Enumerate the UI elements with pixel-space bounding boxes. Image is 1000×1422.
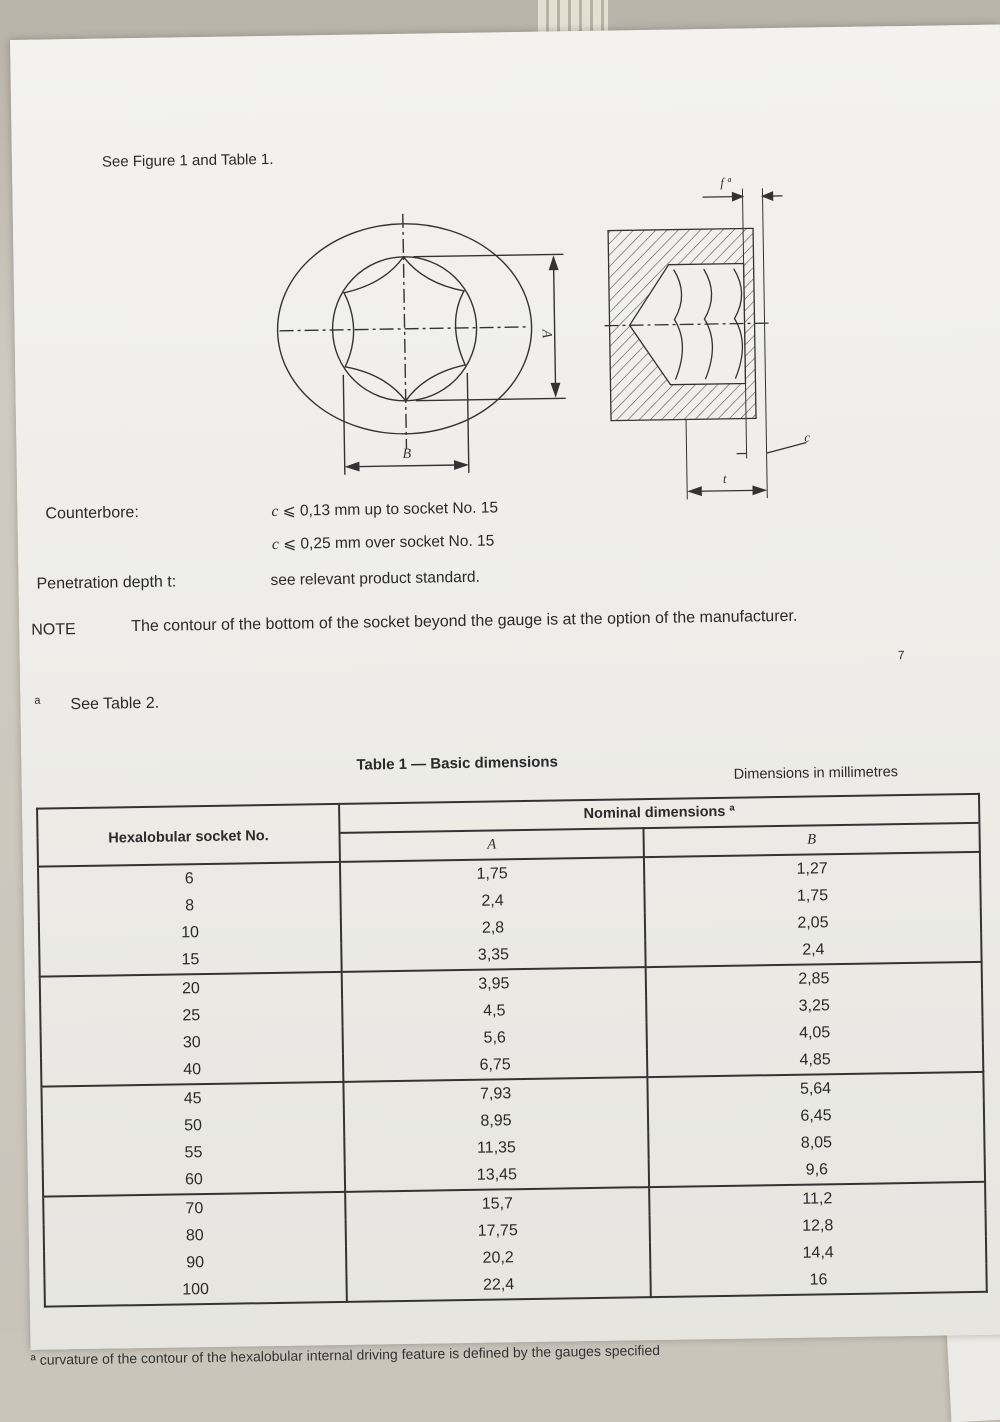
document-page	[10, 24, 1000, 1349]
cell-A: 13,45	[345, 1159, 649, 1192]
note-text: The contour of the bottom of the socket beyond the gauge is at the option of the manufacturer.	[131, 608, 797, 636]
table-body	[38, 852, 987, 1307]
cell-B: 16	[650, 1264, 986, 1297]
cell-socket-no: 15	[39, 944, 341, 977]
figure-1	[262, 167, 827, 516]
counterbore-line-2-symbol: c	[272, 536, 279, 553]
cell-socket-no: 55	[42, 1137, 344, 1169]
cell-socket-no: 25	[40, 1000, 342, 1032]
cell-B: 11,2	[649, 1182, 985, 1215]
units-note: Dimensions in millimetres	[734, 764, 899, 783]
cell-B: 9,6	[649, 1154, 985, 1187]
footnote-a-text: See Table 2.	[70, 695, 159, 714]
cell-socket-no: 10	[39, 917, 341, 949]
penetration-label: Penetration depth t:	[36, 573, 176, 593]
cell-B: 4,85	[647, 1044, 983, 1077]
cell-A: 3,95	[342, 967, 646, 1000]
cell-B: 12,8	[650, 1210, 986, 1242]
counterbore-line-1-text: ⩽ 0,13 mm up to socket No. 15	[283, 499, 499, 519]
cell-socket-no: 50	[42, 1110, 344, 1142]
cell-B: 2,05	[645, 907, 981, 939]
header-socket-no: Hexalobular socket No.	[37, 804, 340, 867]
intro-text: See Figure 1 and Table 1.	[102, 151, 274, 171]
counterbore-line-1	[271, 498, 498, 521]
counterbore-line-2	[272, 531, 495, 553]
cell-A: 1,75	[340, 857, 644, 890]
cell-B: 2,4	[645, 934, 981, 967]
header-B: B	[643, 823, 979, 857]
cell-socket-no: 90	[44, 1247, 346, 1279]
dim-label-t: t	[723, 471, 727, 486]
cell-A: 4,5	[342, 995, 646, 1027]
cell-A: 6,75	[343, 1049, 647, 1082]
cell-B: 3,25	[646, 990, 982, 1022]
cell-A: 3,35	[341, 939, 645, 972]
cell-A: 11,35	[344, 1132, 648, 1164]
cell-A: 20,2	[346, 1242, 650, 1274]
counterbore-line-1-symbol: c	[271, 503, 278, 520]
cell-B: 1,75	[644, 880, 980, 912]
bottom-footnote: ª curvature of the contour of the hexalobular internal driving feature is defined by the gauges specified	[31, 1342, 661, 1368]
cell-A: 2,4	[340, 885, 644, 917]
cell-A: 7,93	[343, 1077, 647, 1110]
header-A: A	[339, 828, 643, 862]
cell-B: 14,4	[650, 1237, 986, 1269]
cell-socket-no: 70	[43, 1192, 345, 1225]
cell-socket-no: 100	[44, 1274, 346, 1307]
cell-B: 8,05	[648, 1127, 984, 1159]
basic-dimensions-table	[36, 793, 988, 1308]
counterbore-line-2-text: ⩽ 0,25 mm over socket No. 15	[283, 532, 494, 552]
cell-B: 6,45	[648, 1100, 984, 1132]
socket-section-view	[602, 188, 807, 501]
cell-A: 5,6	[343, 1022, 647, 1054]
cell-A: 22,4	[346, 1269, 650, 1302]
dim-label-f: f ª	[720, 175, 732, 190]
dim-label-c: c	[804, 429, 810, 444]
cell-socket-no: 60	[43, 1164, 345, 1197]
cell-socket-no: 80	[44, 1220, 346, 1252]
dim-label-B: B	[402, 447, 411, 462]
footnote-a-mark: a	[34, 695, 40, 707]
stray-mark: 7	[898, 648, 905, 662]
table-title: Table 1 — Basic dimensions	[356, 753, 558, 773]
cell-B: 5,64	[647, 1072, 983, 1105]
cell-B: 2,85	[646, 962, 982, 995]
note-label: NOTE	[31, 621, 76, 640]
cell-A: 8,95	[344, 1105, 648, 1137]
counterbore-label: Counterbore:	[45, 504, 139, 523]
cell-socket-no: 45	[41, 1082, 343, 1115]
header-nominal-dimensions: Nominal dimensions ª	[339, 794, 979, 833]
cell-A: 2,8	[341, 912, 645, 944]
penetration-value: see relevant product standard.	[270, 569, 480, 590]
cell-socket-no: 20	[40, 972, 342, 1005]
cell-A: 17,75	[346, 1215, 650, 1247]
cell-socket-no: 6	[38, 862, 340, 895]
dim-label-A: A	[539, 328, 554, 338]
cell-B: 4,05	[647, 1017, 983, 1049]
cell-A: 15,7	[345, 1187, 649, 1220]
socket-front-view	[276, 211, 567, 475]
cell-socket-no: 30	[41, 1027, 343, 1059]
cell-socket-no: 8	[38, 890, 340, 922]
cell-B: 1,27	[644, 852, 980, 885]
cell-socket-no: 40	[41, 1054, 343, 1087]
